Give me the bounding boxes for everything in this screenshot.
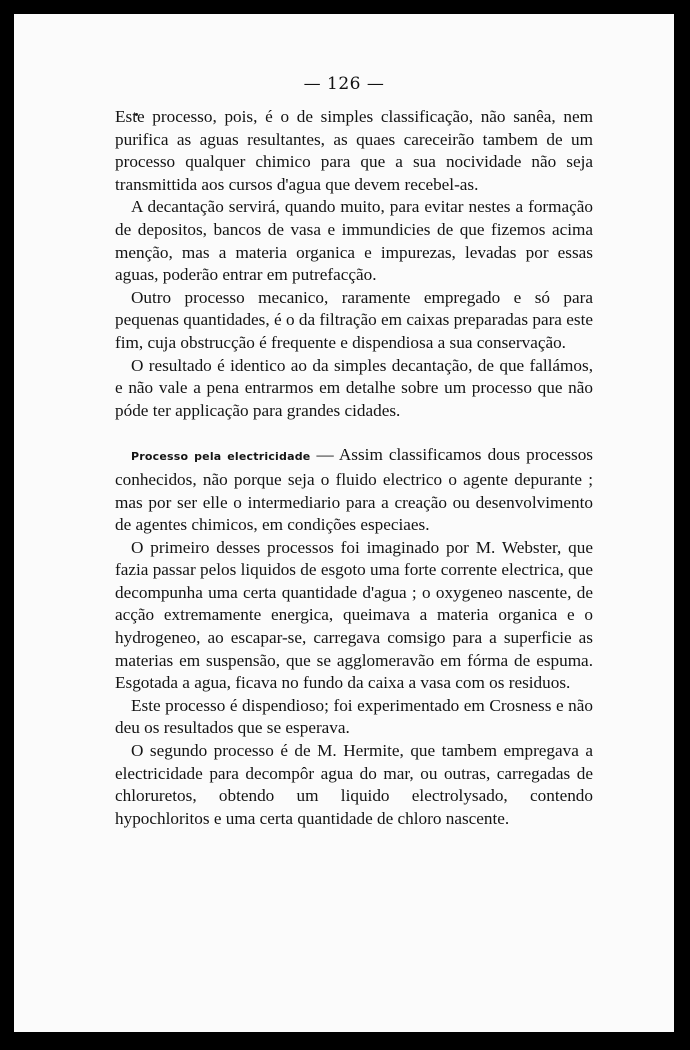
page-number: — 126 — (303, 74, 385, 94)
section-heading: Processo pela electricidade (131, 450, 311, 464)
paragraph-hermite: O segundo processo é de M. Hermite, que tambem empregava a electricidade para decompôr agua do mar, ou outras, carregadas de chloruretos, obtendo um liquido electrolysado, contendo hypochloritos e uma certa quantidade de chloro nascente. (115, 741, 593, 828)
paragraph-webster: O primeiro desses processos foi imaginado por M. Webster, que fazia passar pelos liquidos de esgoto uma forte corrente electrica, que decompunha uma certa quantidade d'agua ; o oxygeneo nascente, de acção extremamente energica, queimava a materia organica e o hydrogeneo, ao escapar-se, carregava comsigo para a superficie as materias em suspensão, que se agglomeravão em fórma de espuma. Esgotada a agua, ficava no fundo da caixa a vasa com os residuos. (115, 537, 593, 693)
section-text: — Assim classificamos dous processos conhecidos, não porque seja o fluido electrico o agente depurante ; mas por ser elle o intermediario para a creação ou desenvolvimento de agentes chimicos, em condições especiaes. (115, 445, 593, 535)
paragraph-3: Outro processo mecanico, raramente empregado e só para pequenas quantidades, é o da filtração em caixas preparadas para este fim, cuja obstrucção é frequente e dispendiosa a sua conservação. (115, 287, 593, 352)
section-electricity (115, 444, 593, 536)
book-page (14, 14, 674, 1032)
paragraph-crosness: Este processo é dispendioso; foi experimentado em Crosness e não deu os resultados que se esperava. (115, 695, 593, 738)
body-text (115, 106, 593, 830)
paragraph-2: A decantação servirá, quando muito, para evitar nestes a formação de depositos, bancos de vasa e immundicies de que fizemos acima menção, mas a materia organica e impurezas, levadas por essas aguas, poderão entrar em putrefacção. (115, 197, 593, 285)
paragraph-4: O resultado é identico ao da simples decantação, de que fallámos, e não vale a pena entrarmos em detalhe sobre um processo que não póde ter applicação para grandes cidades. (115, 355, 593, 420)
paragraph-1: Este processo, pois, é o de simples classificação, não sanêa, nem purifica as aguas resultantes, as quaes careceirão tambem de um processo qualquer chimico para que a sua nocividade não seja transmittida aos cursos d'agua que devem recebel-as. (115, 107, 593, 194)
